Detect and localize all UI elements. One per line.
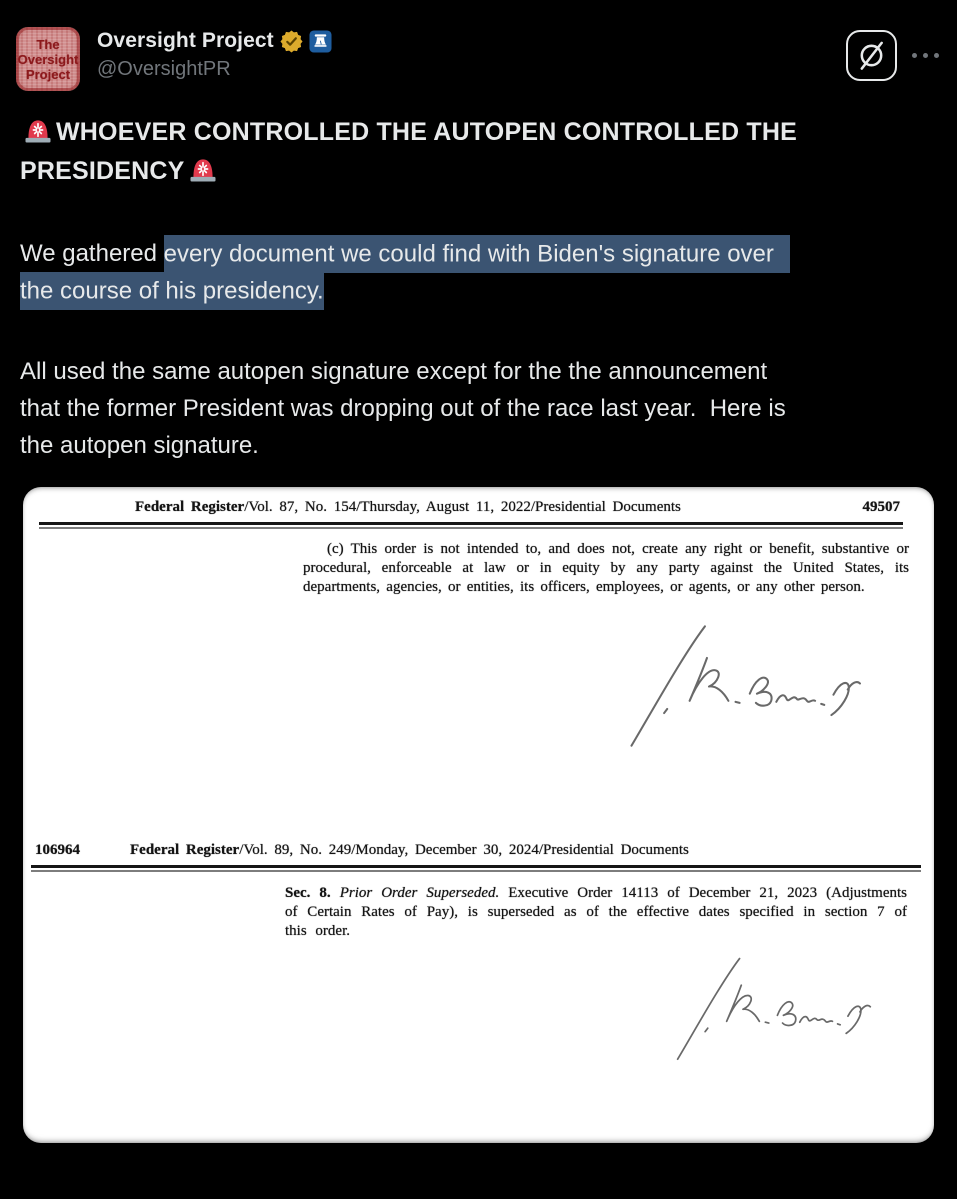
grok-button[interactable] [846,30,897,81]
tweet-paragraph-highlighted [20,235,937,309]
journal-name: Federal Register [130,842,240,858]
paragraph-text: We gathered [20,240,164,267]
ellipsis-icon [934,53,939,58]
double-rule [39,522,903,529]
federal-register-scan [23,487,934,1143]
grok-slashed-circle-icon [856,40,887,71]
paragraph-text: the autopen signature. [20,432,259,459]
tweet-paragraph [20,353,937,464]
avatar-text-line: The [36,36,60,52]
ellipsis-icon [912,53,917,58]
section-text: Executive Order 14113 of December 21, 2023 (Adjustments of Certain Rates of Pay), is superseded as of the effective dates specified in section 7 of this order. [285,885,907,939]
headline-line: WHOEVER CONTROLLED THE AUTOPEN CONTROLLED THE [56,118,797,146]
author-name-row [97,29,332,53]
more-button[interactable] [908,49,943,62]
biden-autopen-signature [607,621,862,749]
police-light-emoji [23,115,53,145]
biden-autopen-signature [657,954,872,1062]
police-light-emoji [188,154,218,184]
citation: /Vol. 87, No. 154/Thursday, August 11, 2022/Presidential Documents [244,499,681,515]
avatar[interactable] [16,27,80,91]
paragraph-text: All used the same autopen signature except for the the announcement [20,358,768,385]
gold-verified-badge-icon[interactable] [280,30,303,53]
tweet-header [16,27,941,93]
attached-image[interactable] [23,487,934,1143]
page-number: 106964 [35,842,80,858]
selected-text: every document we could find with Biden's signature over [164,235,790,273]
headline-line: PRESIDENCY [20,157,185,185]
avatar-text-line: Project [25,66,71,82]
doc2-body-text [285,884,907,941]
journal-name: Federal Register [135,499,245,515]
double-rule [31,865,921,872]
doc1-body-text: (c) This order is not intended to, and does not, create any right or benefit, substantive or procedural, enforceable at law or in equity by any party against the United States, its departments, agencies, or entities, its officers, employees, or agents, or any other person. [303,541,909,595]
tweet-headline [20,113,937,191]
selected-text: the course of his presidency. [20,272,324,310]
paragraph-text: that the former President was dropping out of the race last year. Here is [20,395,786,422]
citation: /Vol. 89, No. 249/Monday, December 30, 2024/Presidential Documents [239,842,689,858]
display-name[interactable]: Oversight Project [97,29,274,52]
section-title: Prior Order Superseded. [330,885,500,901]
doc2-running-head [130,842,689,859]
avatar-text-line: Oversight [17,51,79,67]
user-handle[interactable]: @OversightPR [97,58,231,80]
tweet-text [20,113,937,464]
page-number: 49507 [862,499,900,515]
ellipsis-icon [923,53,928,58]
doc1-running-head [135,499,681,516]
author-info [97,29,332,81]
liberty-bell-badge-icon[interactable] [309,30,332,53]
section-label: Sec. 8. [285,885,331,901]
